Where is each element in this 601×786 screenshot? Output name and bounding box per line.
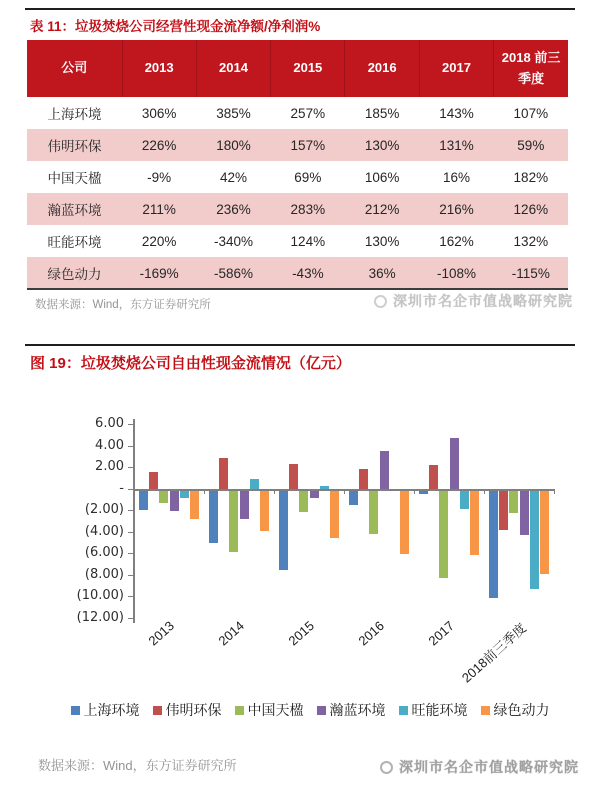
y-axis-label: (8.00) xyxy=(84,566,124,582)
x-axis-tick xyxy=(484,490,485,494)
chart-legend xyxy=(40,700,580,720)
company-name-cell: 瀚蓝环境 xyxy=(47,203,102,218)
value-cell: -586% xyxy=(213,265,253,281)
legend-label: 中国天楹 xyxy=(247,702,304,718)
y-axis-label: 6.00 xyxy=(95,416,124,431)
value-cell: 132% xyxy=(513,233,549,249)
legend-label: 伟明环保 xyxy=(165,702,222,718)
chart-bar-瀚蓝环境-2018前三季度 xyxy=(520,491,529,535)
y-axis-label: 2.00 xyxy=(95,459,124,475)
table-row xyxy=(27,97,568,129)
chart-bar-伟明环保-2017 xyxy=(429,465,438,489)
chart-bar-上海环境-2017 xyxy=(419,491,428,494)
table-column-header: 公司 xyxy=(27,40,122,97)
value-cell: 126% xyxy=(513,201,549,217)
chart-bar-上海环境-2015 xyxy=(279,491,288,571)
x-axis-label: 2017 xyxy=(425,618,458,649)
legend-item xyxy=(235,700,304,720)
top-divider xyxy=(25,8,575,10)
value-cell: 69% xyxy=(294,169,322,185)
value-cell: 106% xyxy=(364,169,400,185)
watermark-top xyxy=(374,291,573,311)
chart-bar-绿色动力-2018前三季度 xyxy=(540,491,549,574)
value-cell: -108% xyxy=(436,265,476,281)
table-row xyxy=(27,225,568,257)
table-column-header: 2017 xyxy=(419,40,493,97)
y-axis-label: - xyxy=(119,480,124,496)
chart-bar-上海环境-2014 xyxy=(209,491,218,544)
legend-swatch-icon xyxy=(481,706,490,715)
chart-bar-瀚蓝环境-2015 xyxy=(310,491,319,499)
legend-label: 瀚蓝环境 xyxy=(329,702,386,718)
chart-bar-中国天楹-2015 xyxy=(299,491,308,513)
value-cell: 143% xyxy=(439,105,474,121)
value-cell: 283% xyxy=(290,201,326,217)
legend-swatch-icon xyxy=(71,706,80,715)
table-body xyxy=(27,97,568,289)
chart-bar-绿色动力-2014 xyxy=(260,491,269,532)
table-caption: 表 11：垃圾焚烧公司经营性现金流净额/净利润% xyxy=(30,19,321,34)
y-axis-label: (12.00) xyxy=(76,610,124,626)
table-row xyxy=(27,161,568,193)
chart-bar-中国天楹-2014 xyxy=(229,491,238,552)
value-cell: 226% xyxy=(141,137,177,153)
table-column-header: 2018 前三季度 xyxy=(494,40,568,97)
chart-bar-绿色动力-2015 xyxy=(330,491,339,538)
legend-label: 上海环境 xyxy=(83,702,140,718)
chart-bar-中国天楹-2013 xyxy=(159,491,168,504)
legend-item xyxy=(71,700,140,720)
value-cell: 385% xyxy=(216,105,251,121)
chart-source-note: 数据来源：Wind，东方证券研究所 xyxy=(38,758,237,773)
y-axis-label: (10.00) xyxy=(76,588,124,604)
watermark-text: 深圳市名企市值战略研究院 xyxy=(393,293,573,309)
chart-bar-瀚蓝环境-2016 xyxy=(380,451,389,489)
value-cell: 130% xyxy=(364,233,400,249)
table-header xyxy=(27,40,568,97)
y-axis-label: (4.00) xyxy=(84,523,124,539)
value-cell: 124% xyxy=(290,233,326,249)
chart-bar-瀚蓝环境-2013 xyxy=(170,491,179,511)
value-cell: -169% xyxy=(139,265,179,281)
legend-label: 绿色动力 xyxy=(493,702,550,718)
legend-swatch-icon xyxy=(317,706,326,715)
table-column-header: 2016 xyxy=(345,40,419,97)
value-cell: 212% xyxy=(364,201,400,217)
chart-bar-伟明环保-2013 xyxy=(149,472,158,489)
table-column-header: 2014 xyxy=(196,40,270,97)
value-cell: 216% xyxy=(439,201,474,217)
watermark-logo-icon xyxy=(374,295,387,308)
x-axis-tick xyxy=(274,490,275,494)
y-axis-label: (2.00) xyxy=(84,502,124,518)
chart-bar-绿色动力-2017 xyxy=(470,491,479,556)
legend-item xyxy=(153,700,222,720)
value-cell: 257% xyxy=(290,105,326,121)
value-cell: 131% xyxy=(439,137,474,153)
x-axis-tick xyxy=(344,490,345,494)
chart-bar-旺能环境-2015 xyxy=(320,486,329,489)
y-axis-label: 4.00 xyxy=(95,437,124,453)
value-cell: 236% xyxy=(216,201,251,217)
value-cell: -43% xyxy=(292,265,324,281)
x-axis-label: 2015 xyxy=(285,618,318,649)
chart-bar-伟明环保-2014 xyxy=(219,458,228,489)
legend-swatch-icon xyxy=(153,706,162,715)
legend-label: 旺能环境 xyxy=(411,702,468,718)
value-cell: 107% xyxy=(513,105,549,121)
legend-item xyxy=(481,700,550,720)
value-cell: 182% xyxy=(513,169,549,185)
value-cell: 180% xyxy=(216,137,251,153)
table-row xyxy=(27,129,568,161)
x-axis-tick xyxy=(414,490,415,494)
company-name-cell: 上海环境 xyxy=(47,107,102,122)
company-name-cell: 中国天楹 xyxy=(47,171,102,186)
watermark-bottom xyxy=(380,757,579,777)
chart-bar-旺能环境-2018前三季度 xyxy=(530,491,539,589)
table-source-note: 数据来源：Wind，东方证券研究所 xyxy=(35,299,211,311)
watermark-logo-icon xyxy=(380,761,393,774)
table-row xyxy=(27,257,568,289)
chart-bar-绿色动力-2013 xyxy=(190,491,199,519)
chart-bar-伟明环保-2015 xyxy=(289,464,298,489)
value-cell: 185% xyxy=(364,105,400,121)
table-row xyxy=(27,193,568,225)
chart-bar-旺能环境-2013 xyxy=(180,491,189,499)
chart-bar-上海环境-2016 xyxy=(349,491,358,505)
value-cell: 162% xyxy=(439,233,474,249)
chart-bar-绿色动力-2016 xyxy=(400,491,409,555)
table-bottom-divider xyxy=(27,288,568,290)
y-axis-line xyxy=(133,419,135,623)
value-cell: -115% xyxy=(511,265,550,281)
value-cell: 42% xyxy=(219,169,247,185)
chart-caption: 图 19：垃圾焚烧公司自由性现金流情况（亿元） xyxy=(30,355,351,372)
table-column-header: 2013 xyxy=(122,40,196,97)
x-axis-label: 2016 xyxy=(355,618,388,649)
value-cell: 16% xyxy=(442,169,470,185)
value-cell: 306% xyxy=(141,105,177,121)
chart-bar-中国天楹-2017 xyxy=(439,491,448,578)
value-cell: 211% xyxy=(142,201,176,217)
value-cell: -340% xyxy=(213,233,253,249)
chart-bar-瀚蓝环境-2014 xyxy=(240,491,249,519)
company-name-cell: 绿色动力 xyxy=(47,267,102,282)
x-axis-tick xyxy=(554,490,555,494)
value-cell: 36% xyxy=(368,265,396,281)
chart-bar-上海环境-2013 xyxy=(139,491,148,510)
legend-swatch-icon xyxy=(235,706,244,715)
x-axis-label: 2014 xyxy=(215,618,248,649)
value-cell: -9% xyxy=(147,169,172,185)
company-name-cell: 伟明环保 xyxy=(47,139,102,154)
value-cell: 59% xyxy=(517,137,545,153)
watermark-text: 深圳市名企市值战略研究院 xyxy=(399,759,579,775)
value-cell: 157% xyxy=(290,137,326,153)
x-axis-tick xyxy=(134,490,135,494)
chart-bar-伟明环保-2016 xyxy=(359,469,368,489)
chart-bar-瀚蓝环境-2017 xyxy=(450,438,459,489)
value-cell: 130% xyxy=(364,137,400,153)
table-column-header: 2015 xyxy=(271,40,345,97)
chart xyxy=(0,380,601,740)
company-name-cell: 旺能环境 xyxy=(47,235,102,250)
x-axis-label: 2013 xyxy=(145,618,178,649)
chart-bar-伟明环保-2018前三季度 xyxy=(499,491,508,531)
cashflow-table xyxy=(27,40,568,289)
chart-bar-上海环境-2018前三季度 xyxy=(489,491,498,599)
x-axis-tick xyxy=(204,490,205,494)
y-axis-label: (6.00) xyxy=(84,545,124,561)
legend-item xyxy=(317,700,386,720)
legend-item xyxy=(399,700,468,720)
value-cell: 220% xyxy=(141,233,177,249)
chart-bar-中国天楹-2016 xyxy=(369,491,378,534)
section-divider xyxy=(25,344,575,346)
x-axis-label: 2018前三季度 xyxy=(458,620,530,686)
chart-bar-中国天楹-2018前三季度 xyxy=(509,491,518,514)
chart-bar-旺能环境-2017 xyxy=(460,491,469,509)
chart-bar-旺能环境-2014 xyxy=(250,479,259,489)
legend-swatch-icon xyxy=(399,706,408,715)
